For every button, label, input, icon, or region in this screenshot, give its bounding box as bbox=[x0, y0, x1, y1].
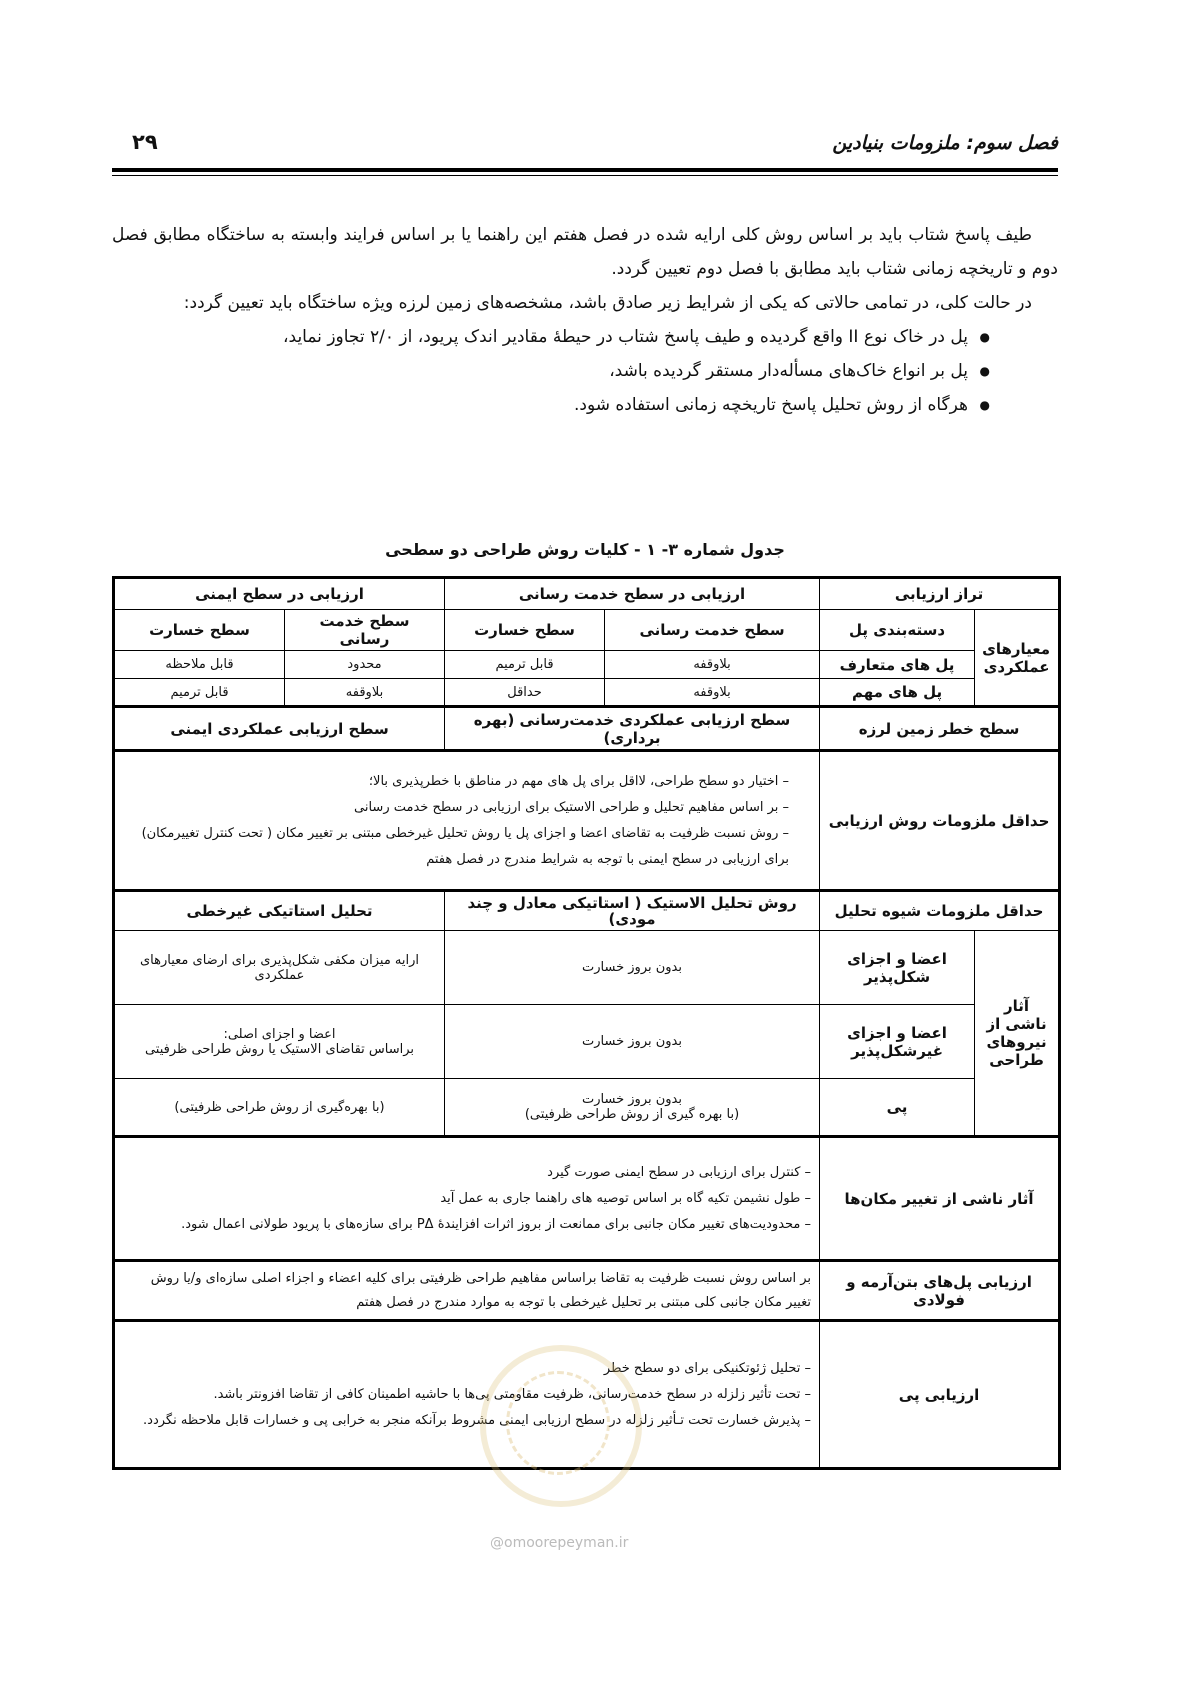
header-rule-thin bbox=[112, 175, 1058, 176]
header-rule-thick bbox=[112, 168, 1058, 172]
important-bridges-label: پل های مهم bbox=[820, 679, 975, 707]
list-item: – پذیرش خسارت تحت تـأثیر زلزله در سطح ارزیابی ایمنی مشروط برآنکه منجر به خرابی پی و خسارات قابل ملاحظه نگردد. bbox=[143, 1412, 812, 1428]
analysis-nonlinear: تحلیل استاتیکی غیرخطی bbox=[114, 891, 445, 931]
nonductile-label: اعضا و اجزای غیرشکل‌پذیر bbox=[820, 1005, 975, 1079]
watermark-seal-inner bbox=[506, 1371, 610, 1475]
intro-text bbox=[112, 218, 1058, 422]
analysis-elastic: روش تحلیل الاستیک ( استاتیکی معادل و چند مودی) bbox=[445, 891, 820, 931]
ductile-service: بدون بروز خسارت bbox=[445, 931, 820, 1005]
found-eval-list bbox=[114, 1321, 820, 1469]
header-safety: ارزیابی در سطح ایمنی bbox=[114, 578, 445, 610]
nonductile-safety bbox=[114, 1005, 445, 1079]
hazard-service: سطح ارزیابی عملکردی خدمت‌رسانی (بهره برداری) bbox=[445, 707, 820, 751]
ductile-safety: ارایه میزان مکفی شکل‌پذیری برای ارضای معیارهای عملکردی bbox=[114, 931, 445, 1005]
table-caption: جدول شماره ۳- ۱ - کلیات روش طراحی دو سطحی bbox=[385, 540, 785, 559]
intro-paragraph-2: در حالت کلی، در تمامی حالاتی که یکی از شرایط زیر صادق باشد، مشخصه‌های زمین لرزه ویژه ساختگاه باید تعیین گردد: bbox=[183, 293, 1032, 313]
damage-level-col: سطح خسارت bbox=[445, 610, 605, 651]
damage-level-col: سطح خسارت bbox=[114, 610, 285, 651]
nonductile-safety-line-1: اعضا و اجزای اصلی: bbox=[223, 1026, 336, 1042]
list-item: – طول نشیمن تکیه گاه بر اساس توصیه های راهنما جاری به عمل آید bbox=[440, 1190, 812, 1206]
ductile-label: اعضا و اجزای شکل‌پذیر bbox=[820, 931, 975, 1005]
list-item: – اختیار دو سطح طراحی، لااقل برای پل های مهم در مناطق با خطرپذیری بالا؛ bbox=[368, 773, 790, 789]
list-item: ● پل در خاک نوع II واقع گردیده و طیف پاسخ شتاب در حیطهٔ مقادیر اندک پریود، از ۲/۰ تجاوز نماید، bbox=[112, 320, 1058, 354]
service-level-col: سطح خدمت رسانی bbox=[605, 610, 820, 651]
table-cell: بلاوقفه bbox=[605, 679, 820, 707]
table-cell: محدود bbox=[285, 651, 445, 679]
table-cell: بلاوقفه bbox=[285, 679, 445, 707]
header-service: ارزیابی در سطح خدمت رسانی bbox=[445, 578, 820, 610]
list-item: ● هرگاه از روش تحلیل پاسخ تاریخچه زمانی استفاده شود. bbox=[112, 388, 1058, 422]
hazard-safety: سطح ارزیابی عملکردی ایمنی bbox=[114, 707, 445, 751]
table-cell: حداقل bbox=[445, 679, 605, 707]
list-item: – بر اساس مفاهیم تحلیل و طراحی الاستیک برای ارزیابی در سطح خدمت رسانی bbox=[354, 799, 790, 815]
min-eval-list bbox=[114, 751, 820, 891]
list-item: – تحلیل ژئوتکنیکی برای دو سطح خطر bbox=[603, 1360, 812, 1376]
chapter-title: فصل سوم: ملزومات بنیادین bbox=[832, 132, 1058, 154]
foundation-service-line-1: بدون بروز خسارت bbox=[582, 1092, 683, 1107]
service-level-col: سطح خدمت رسانی bbox=[285, 610, 445, 651]
perf-criteria-label: معیارهای عملکردی bbox=[975, 610, 1060, 707]
nonductile-safety-line-2: براساس تقاضای الاستیک یا روش طراحی ظرفیتی bbox=[144, 1041, 415, 1057]
page-number: ۲۹ bbox=[132, 130, 158, 154]
condition-list bbox=[112, 320, 1058, 422]
watermark-url: @omoorepeyman.ir bbox=[490, 1535, 629, 1551]
foundation-label: پی bbox=[820, 1079, 975, 1137]
list-item: – کنترل برای ارزیابی در سطح ایمنی صورت گیرد bbox=[547, 1164, 812, 1180]
list-item: ● پل بر انواع خاک‌های مسأله‌دار مستقر گردیده باشد، bbox=[112, 354, 1058, 388]
list-item: – روش نسبت ظرفیت به تقاضای اعضا و اجزای پل یا روش تحلیل غیرخطی مبتنی بر تغییر مکان ( تحت کنترل تغییرمکان) برای ارزیابی در سطح ایمنی با توجه به شرایط مندرج در فصل هفتم bbox=[141, 825, 790, 867]
table-cell: قابل ملاحظه bbox=[114, 651, 285, 679]
header-level: تراز ارزیابی bbox=[820, 578, 1060, 610]
watermark-seal bbox=[480, 1345, 642, 1507]
list-item: – تحت تأثیر زلزله در سطح خدمت‌رسانی، ظرفیت مقاومتی پی‌ها با حاشیه اطمینان کافی از تقاضا افزونتر باشد. bbox=[213, 1386, 812, 1402]
table-cell: بلاوقفه bbox=[605, 651, 820, 679]
concrete-text: بر اساس روش نسبت ظرفیت به تقاضا براساس مفاهیم طراحی ظرفیتی برای کلیه اعضاء و اجزاء اصلی سازه‌ای و/یا روش تغییر مکان جانبی کلی مبتنی بر تحلیل غیرخطی با توجه به موارد مندرج در فصل هفتم bbox=[114, 1261, 820, 1321]
foundation-service-line-2: (با بهره گیری از روش طراحی ظرفیتی) bbox=[524, 1107, 740, 1122]
min-eval-label: حداقل ملزومات روش ارزیابی bbox=[820, 751, 1060, 891]
disp-label: آثار ناشی از تغییر مکان‌ها bbox=[820, 1137, 1060, 1261]
hazard-label: سطح خطر زمین لرزه bbox=[820, 707, 1060, 751]
concrete-label: ارزیابی پل‌های بتن‌آرمه و فولادی bbox=[820, 1261, 1060, 1321]
bridge-class-label: دسته‌بندی پل bbox=[820, 610, 975, 651]
foundation-safety: (با بهره‌گیری از روش طراحی ظرفیتی) bbox=[114, 1079, 445, 1137]
intro-paragraph-1: طیف پاسخ شتاب باید بر اساس روش کلی ارایه شده در فصل هفتم این راهنما یا بر اساس فرایند وابسته به ساختگاه مطابق فصل دوم و تاریخچه زمانی شتاب باید مطابق با فصل دوم تعیین گردد. bbox=[112, 225, 1058, 279]
found-eval-label: ارزیابی پی bbox=[820, 1321, 1060, 1469]
effects-label: آثار ناشی از نیروهای طراحی bbox=[975, 931, 1060, 1137]
nonductile-service: بدون بروز خسارت bbox=[445, 1005, 820, 1079]
disp-list bbox=[114, 1137, 820, 1261]
page-header bbox=[112, 128, 1058, 178]
design-method-table bbox=[112, 576, 1061, 1470]
min-analysis-label: حداقل ملزومات شیوه تحلیل bbox=[820, 891, 1060, 931]
table-cell: قابل ترمیم bbox=[445, 651, 605, 679]
foundation-service bbox=[445, 1079, 820, 1137]
normal-bridges-label: پل های متعارف bbox=[820, 651, 975, 679]
list-item: – محدودیت‌های تغییر مکان جانبی برای ممانعت از بروز اثرات افزایندهٔ PΔ برای سازه‌های با پریود طولانی اعمال شود. bbox=[181, 1216, 812, 1232]
table-cell: قابل ترمیم bbox=[114, 679, 285, 707]
